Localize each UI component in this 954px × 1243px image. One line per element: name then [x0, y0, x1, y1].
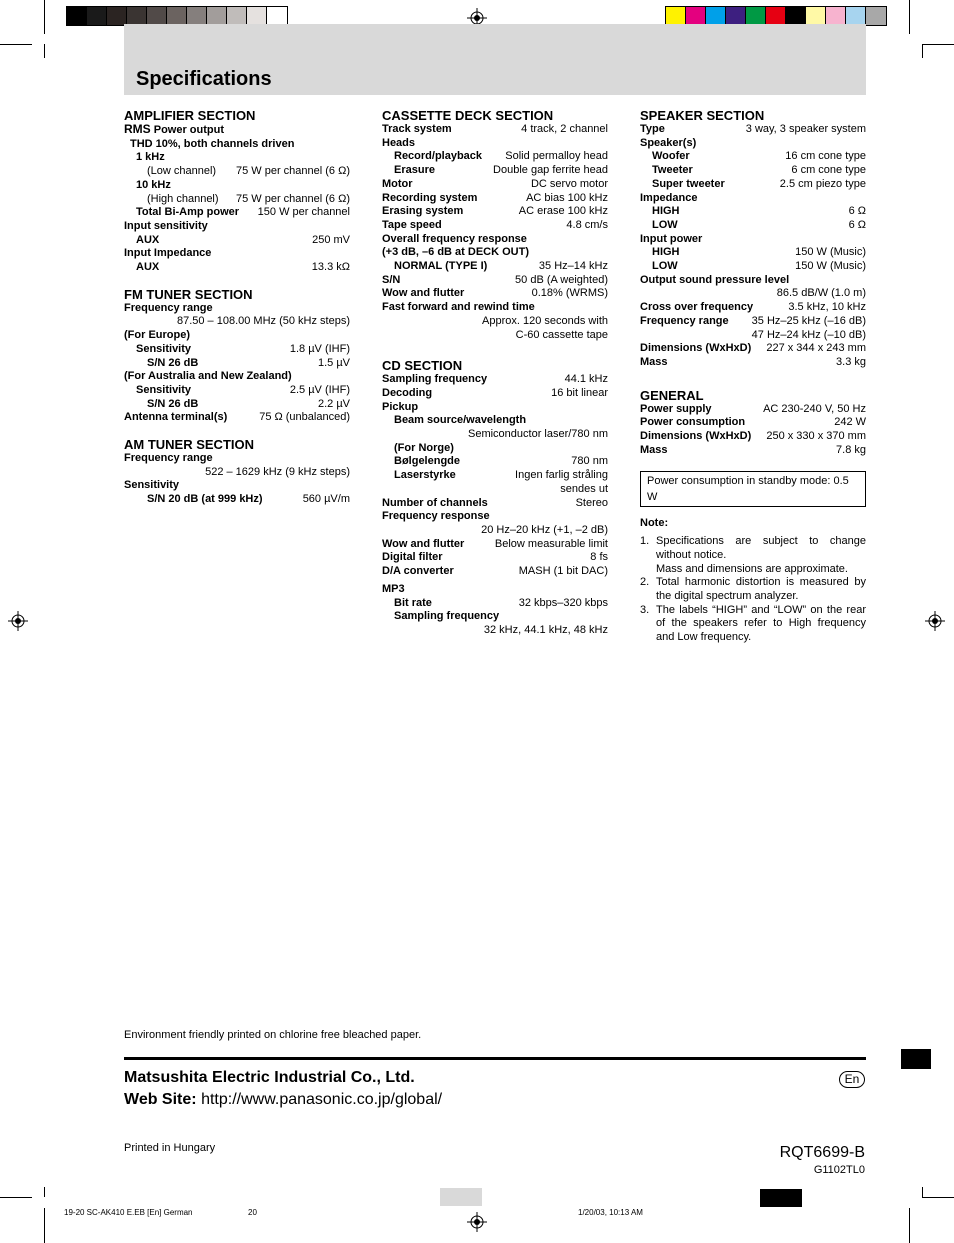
- color-swatch: [706, 7, 726, 25]
- impedance-label: Impedance: [640, 191, 698, 204]
- fm-sensitivity-row: Sensitivity 1.8 µV (IHF): [136, 342, 350, 355]
- grayscale-bar: [66, 6, 288, 26]
- speaker-heading: SPEAKER SECTION: [640, 108, 765, 123]
- fm-freq-range-value: 87.50 – 108.00 MHz (50 kHz steps): [176, 315, 350, 328]
- type-row: Type 3 way, 3 speaker system: [640, 123, 866, 135]
- thd-label: THD 10%, both channels driven: [130, 137, 295, 150]
- consumption-row: Power consumption 242 W: [640, 416, 866, 429]
- ff-value-2: C-60 cassette tape: [515, 328, 608, 341]
- am-sn-row: S/N 20 dB (at 999 kHz) 560 µV/m: [147, 493, 350, 506]
- spl-label: Output sound pressure level: [640, 273, 790, 286]
- khz1-label: 1 kHz: [136, 151, 165, 164]
- fm-heading: FM TUNER SECTION: [124, 286, 253, 302]
- fm-freq-range-label: Frequency range: [124, 301, 213, 314]
- color-swatch: [766, 7, 786, 25]
- erasing-system-row: Erasing system AC erase 100 kHz: [382, 205, 608, 218]
- ofr-label: Overall frequency response: [382, 232, 527, 245]
- beam-value: Semiconductor laser/780 nm: [467, 428, 608, 441]
- fm-australia-label: (For Australia and New Zealand): [124, 370, 292, 383]
- gray-slug-patch: [440, 1188, 482, 1206]
- fm-antenna-row: Antenna terminal(s) 75 Ω (unbalanced): [124, 411, 350, 424]
- norge-label: (For Norge): [394, 441, 454, 454]
- color-swatch: [666, 7, 686, 25]
- company-name: Matsushita Electric Industrial Co., Ltd.: [124, 1069, 415, 1086]
- cd-fr-value: 20 Hz–20 kHz (+1, –2 dB): [481, 523, 608, 536]
- erasure-row: Erasure Double gap ferrite head: [394, 164, 608, 177]
- gray-swatch: [67, 7, 87, 25]
- printed-in: Printed in Hungary: [124, 1142, 216, 1154]
- black-slug-patch: [760, 1189, 802, 1207]
- column-2: [382, 108, 608, 638]
- impedance-high-row: HIGH 6 Ω: [652, 205, 866, 218]
- khz10-label: 10 kHz: [136, 178, 171, 191]
- color-swatch: [746, 7, 766, 25]
- normal-row: NORMAL (TYPE I) 35 Hz–14 kHz: [394, 260, 608, 273]
- eco-note: Environment friendly printed on chlorine free bleached paper.: [124, 1029, 422, 1041]
- gray-swatch: [127, 7, 147, 25]
- tweeter-row: Tweeter 6 cm cone type: [652, 164, 866, 177]
- document-code: RQT6699-B: [779, 1144, 865, 1161]
- fm-sn2-row: S/N 26 dB 2.2 µV: [147, 397, 350, 410]
- am-freq-range-label: Frequency range: [124, 452, 213, 465]
- channels-row: Number of channels Stereo: [382, 496, 608, 509]
- decoding-row: Decoding 16 bit linear: [382, 386, 608, 399]
- impedance-low-row: LOW 6 Ω: [652, 218, 866, 231]
- slug-page: 20: [248, 1208, 257, 1217]
- gray-swatch: [167, 7, 187, 25]
- note-1: 1. Specifications are subject to change without notice. Mass and dimensions are approximate.: [640, 535, 866, 575]
- laser-value-2: sendes ut: [560, 482, 608, 495]
- speaker-mass-row: Mass 3.3 kg: [640, 355, 866, 368]
- rms-row: RMS Power output: [124, 122, 225, 136]
- registration-mark-icon: [925, 611, 945, 631]
- fm-sensitivity2-row: Sensitivity 2.5 µV (IHF): [136, 383, 350, 396]
- ff-value-1: Approx. 120 seconds with: [482, 314, 608, 327]
- web-site-line: Web Site: http://www.panasonic.co.jp/global/: [124, 1091, 443, 1108]
- supply-row: Power supply AC 230-240 V, 50 Hz: [640, 402, 866, 415]
- filter-row: Digital filter 8 fs: [382, 551, 608, 564]
- page-title: Specifications: [136, 68, 272, 90]
- biamp-row: Total Bi-Amp power 150 W per channel: [136, 206, 350, 219]
- gray-swatch: [267, 7, 287, 25]
- laser-row: Laserstyrke Ingen farlig stråling: [394, 469, 608, 482]
- standby-box: Power consumption in standby mode: 0.5 W: [640, 471, 866, 507]
- color-swatch: [866, 7, 886, 25]
- record-row: Record/playback Solid permalloy head: [394, 150, 608, 163]
- cd-wow-row: Wow and flutter Below measurable limit: [382, 537, 608, 550]
- footer-rule: [124, 1057, 866, 1060]
- ofr-sub-label: (+3 dB, –6 dB at DECK OUT): [382, 246, 529, 259]
- bolge-row: Bølgelengde 780 nm: [394, 455, 608, 468]
- general-dim-row: Dimensions (WxHxD) 250 x 330 x 370 mm: [640, 430, 866, 443]
- input-power-high-row: HIGH 150 W (Music): [652, 246, 866, 259]
- aux-sensitivity-row: AUX 250 mV: [136, 233, 350, 246]
- web-site-link[interactable]: http://www.panasonic.co.jp/global/: [201, 1091, 443, 1108]
- gray-swatch: [227, 7, 247, 25]
- cassette-sn-row: S/N 50 dB (A weighted): [382, 273, 608, 286]
- process-color-bar: [665, 6, 887, 26]
- gray-swatch: [147, 7, 167, 25]
- input-impedance-label: Input Impedance: [124, 247, 212, 260]
- column-3: [640, 108, 866, 645]
- cd-sampling-row: Sampling frequency 44.1 kHz: [382, 373, 608, 386]
- recording-system-row: Recording system AC bias 100 kHz: [382, 191, 608, 204]
- speaker-fr-value-2: 47 Hz–24 kHz (–10 dB): [751, 328, 866, 341]
- gray-swatch: [247, 7, 267, 25]
- am-sensitivity-label: Sensitivity: [124, 479, 180, 492]
- low-channel-row: (Low channel) 75 W per channel (6 Ω): [147, 165, 350, 178]
- pickup-label: Pickup: [382, 400, 419, 413]
- gray-swatch: [187, 7, 207, 25]
- color-swatch: [846, 7, 866, 25]
- high-channel-row: (High channel) 75 W per channel (6 Ω): [147, 192, 350, 205]
- tape-speed-row: Tape speed 4.8 cm/s: [382, 218, 608, 231]
- track-row: Track system 4 track, 2 channel: [382, 123, 608, 135]
- super-tweeter-row: Super tweeter 2.5 cm piezo type: [652, 177, 866, 190]
- cd-heading: CD SECTION: [382, 358, 463, 374]
- mp3-label: MP3: [382, 582, 405, 595]
- input-sensitivity-label: Input sensitivity: [124, 219, 208, 232]
- gray-swatch: [107, 7, 127, 25]
- fm-sn-row: S/N 26 dB 1.5 µV: [147, 356, 350, 369]
- speaker-dim-row: Dimensions (WxHxD) 227 x 344 x 243 mm: [640, 342, 866, 355]
- mp3-sampling-value: 32 kHz, 44.1 kHz, 48 kHz: [483, 623, 608, 636]
- heads-label: Heads: [382, 136, 416, 149]
- fm-europe-label: (For Europe): [124, 329, 190, 342]
- note-2: 2. Total harmonic distortion is measured by the digital spectrum analyzer.: [640, 576, 866, 602]
- document-subcode: G1102TL0: [813, 1164, 865, 1176]
- slug-file: 19-20 SC-AK410 E.EB [En] German: [64, 1208, 193, 1217]
- note-3: 3. The labels “HIGH” and “LOW” on the rear of the speakers refer to High frequency and Low frequency.: [640, 603, 866, 644]
- input-power-label: Input power: [640, 232, 703, 245]
- slug-date: 1/20/03, 10:13 AM: [578, 1208, 643, 1217]
- cassette-wow-row: Wow and flutter 0.18% (WRMS): [382, 287, 608, 300]
- general-heading: GENERAL: [640, 387, 704, 403]
- gray-swatch: [87, 7, 107, 25]
- speakers-label: Speaker(s): [640, 136, 697, 149]
- language-badge: En: [839, 1071, 865, 1088]
- cross-over-row: Cross over frequency 3.5 kHz, 10 kHz: [640, 301, 866, 314]
- cd-fr-label: Frequency response: [382, 510, 490, 523]
- cassette-heading: CASSETTE DECK SECTION: [382, 108, 554, 123]
- general-mass-row: Mass 7.8 kg: [640, 443, 866, 456]
- column-1: [124, 108, 350, 507]
- amplifier-heading: AMPLIFIER SECTION: [124, 108, 256, 123]
- notes-heading: Note:: [640, 517, 669, 530]
- mp3-sampling-label: Sampling frequency: [394, 610, 500, 623]
- registration-mark-icon: [467, 1212, 487, 1232]
- woofer-row: Woofer 16 cm cone type: [652, 150, 866, 163]
- beam-label: Beam source/wavelength: [394, 414, 527, 427]
- color-swatch: [726, 7, 746, 25]
- spl-value: 86.5 dB/W (1.0 m): [776, 287, 866, 300]
- color-swatch: [786, 7, 806, 25]
- ff-label: Fast forward and rewind time: [382, 301, 535, 314]
- speaker-fr-row: Frequency range 35 Hz–25 kHz (–16 dB): [640, 314, 866, 327]
- color-swatch: [826, 7, 846, 25]
- aux-impedance-row: AUX 13.3 kΩ: [136, 261, 350, 274]
- da-row: D/A converter MASH (1 bit DAC): [382, 565, 608, 578]
- am-freq-range-value: 522 – 1629 kHz (9 kHz steps): [205, 465, 350, 478]
- motor-row: Motor DC servo motor: [382, 177, 608, 190]
- side-tab: [901, 1049, 931, 1069]
- am-heading: AM TUNER SECTION: [124, 437, 254, 453]
- gray-swatch: [207, 7, 227, 25]
- bitrate-row: Bit rate 32 kbps–320 kbps: [394, 596, 608, 609]
- registration-mark-icon: [8, 611, 28, 631]
- color-swatch: [686, 7, 706, 25]
- input-power-low-row: LOW 150 W (Music): [652, 260, 866, 273]
- color-swatch: [806, 7, 826, 25]
